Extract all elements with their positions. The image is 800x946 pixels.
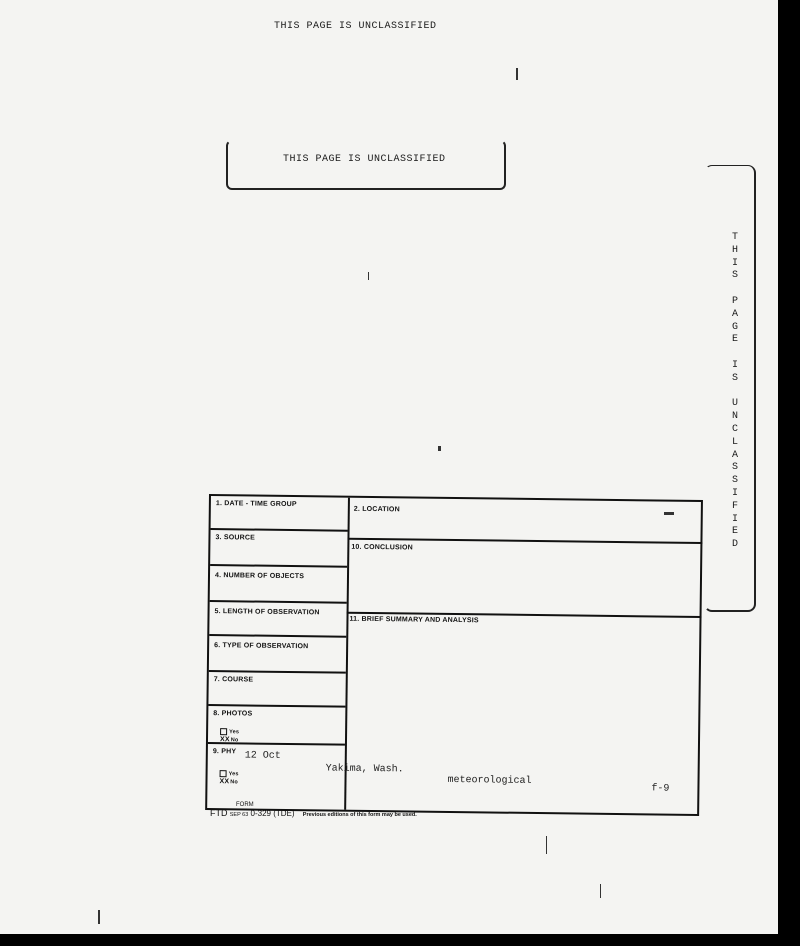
- stamp-letter: F: [731, 500, 738, 512]
- conclusion-label: 10. CONCLUSION: [351, 543, 413, 552]
- stamp-bracket: [226, 140, 506, 190]
- row-line: [208, 704, 345, 707]
- scan-mark: [98, 910, 100, 924]
- stamp-gap: [728, 386, 742, 399]
- scan-mark: [546, 836, 547, 854]
- stamp-letter: I: [731, 513, 738, 525]
- checkbox-mark: XX: [219, 778, 230, 786]
- physical-evidence-label: 9. PHY: [212, 748, 237, 756]
- type-of-observation-label: 6. TYPE OF OBSERVATION: [214, 642, 309, 651]
- stamp-letter: S: [731, 462, 738, 474]
- project-card-form: [205, 494, 703, 816]
- scan-mark: [600, 884, 601, 898]
- top-classification-stamp: THIS PAGE IS UNCLASSIFIED: [274, 21, 437, 32]
- row-line: [210, 564, 347, 567]
- checkbox-icon: [220, 770, 227, 777]
- length-of-observation-label: 5. LENGTH OF OBSERVATION: [214, 608, 320, 617]
- physical-no-text: No: [230, 779, 239, 786]
- stamp-letter: P: [731, 295, 738, 307]
- physical-yes-option: [220, 770, 239, 777]
- stamp-letter: S: [731, 372, 738, 384]
- photos-yes-option: [220, 728, 239, 735]
- form-number: 0-329 (TDE): [250, 809, 295, 818]
- checkbox-mark: XX: [219, 736, 230, 744]
- form-note: Previous editions of this form may be used.: [302, 812, 417, 818]
- row-line: [210, 600, 347, 603]
- stamp-letter: E: [731, 334, 738, 346]
- brief-summary-label: 11. BRIEF SUMMARY AND ANALYSIS: [349, 615, 479, 625]
- stamp-letter: H: [731, 244, 738, 256]
- row-line: [209, 634, 346, 637]
- typed-conclusion: meteorological: [447, 774, 532, 787]
- stamp-letter: A: [731, 449, 738, 461]
- number-of-objects-label: 4. NUMBER OF OBJECTS: [214, 572, 305, 581]
- physical-yes-text: Yes: [228, 771, 239, 778]
- stamp-letter: L: [731, 436, 738, 448]
- stamp-letter: D: [731, 539, 738, 551]
- row-line: [347, 538, 702, 544]
- physical-no-option: [219, 778, 238, 785]
- photos-label: 8. PHOTOS: [213, 710, 253, 718]
- scan-mark: [516, 68, 518, 80]
- typed-reference: f-9: [651, 783, 670, 795]
- stamp-letter: C: [731, 423, 738, 435]
- course-label: 7. COURSE: [213, 676, 254, 684]
- location-label: 2. LOCATION: [353, 505, 400, 514]
- stamp-letter: I: [731, 257, 738, 269]
- stamp-letter: A: [731, 308, 738, 320]
- form-word: FORM: [236, 802, 254, 808]
- stamp-letter: E: [731, 526, 738, 538]
- stamp-letter: S: [731, 270, 738, 282]
- stamp-letter: U: [731, 398, 738, 410]
- ftd-code: FTD: [210, 808, 228, 818]
- row-line: [209, 670, 346, 673]
- vertical-classification-stamp: [728, 232, 742, 552]
- stamp-letter: N: [731, 411, 738, 423]
- stamp-letter: T: [731, 232, 738, 243]
- form-footer: [210, 802, 417, 818]
- boxed-classification-stamp: THIS PAGE IS UNCLASSIFIED: [283, 154, 446, 165]
- checkbox-icon: [220, 728, 227, 735]
- stamp-letter: I: [731, 487, 738, 499]
- source-label: 3. SOURCE: [215, 534, 256, 542]
- form-date-code: SEP 63: [229, 812, 249, 818]
- stamp-gap: [728, 347, 742, 360]
- photos-yes-text: Yes: [229, 729, 240, 736]
- scan-mark: [438, 446, 441, 451]
- stamp-letter: I: [731, 359, 738, 371]
- scan-mark: [368, 272, 369, 280]
- date-time-label: 1. DATE - TIME GROUP: [215, 500, 297, 509]
- typed-location: Yakima, Wash.: [325, 763, 404, 776]
- photos-no-option: [220, 736, 239, 743]
- stamp-letter: G: [731, 321, 738, 333]
- stamp-gap: [728, 283, 742, 296]
- photos-no-text: No: [230, 737, 239, 744]
- row-line: [211, 528, 348, 531]
- typed-date: 12 Oct: [244, 750, 281, 762]
- stamp-letter: S: [731, 475, 738, 487]
